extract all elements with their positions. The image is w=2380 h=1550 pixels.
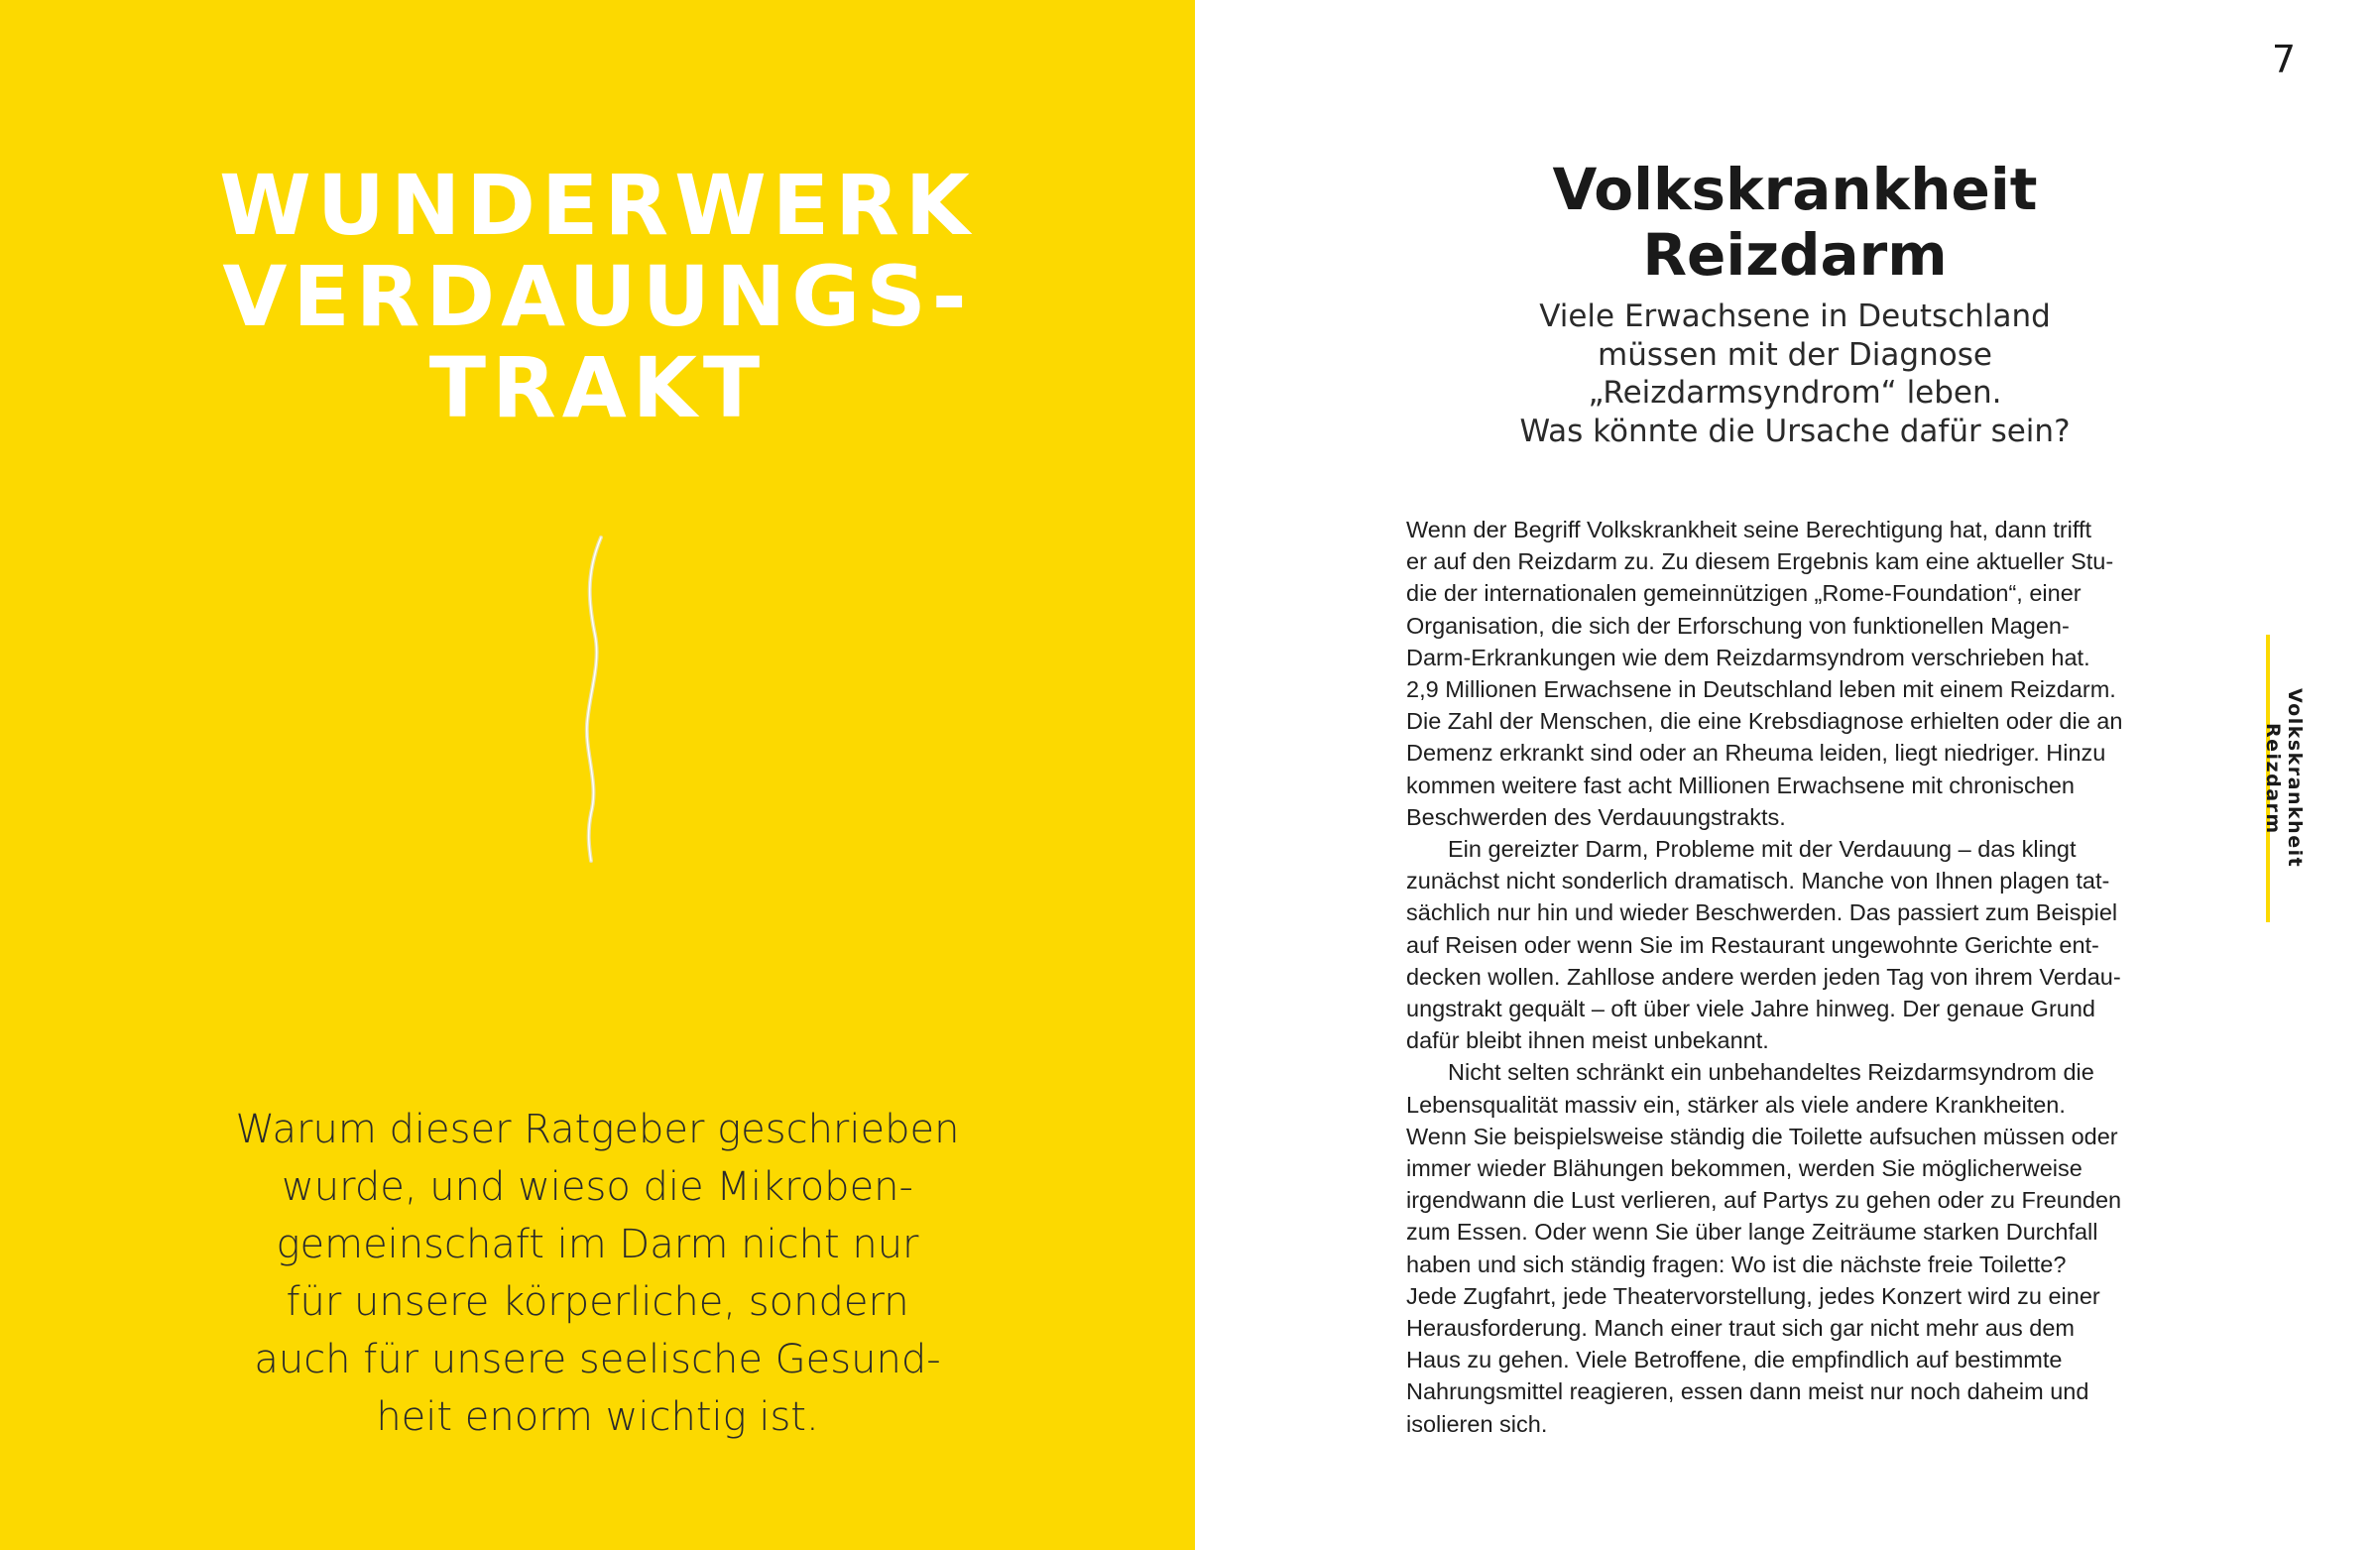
side-tab-label: Volkskrankheit Reizdarm	[2262, 688, 2306, 869]
article-title-line: Reizdarm	[1642, 221, 1948, 290]
body-line: haben und sich ständig fragen: Wo ist die nächste freie Toilette?	[1406, 1251, 2067, 1277]
chapter-intro	[188, 1101, 1007, 1446]
body-line: zunächst nicht sonderlich dramatisch. Manche von Ihnen plagen tat-	[1406, 868, 2110, 894]
body-line: Nicht selten schränkt ein unbehandeltes Reizdarmsyndrom die	[1448, 1059, 2094, 1086]
chapter-title	[0, 157, 1195, 437]
article-lede	[1448, 298, 2142, 450]
body-line: Wenn Sie beispielsweise ständig die Toilette aufsuchen müssen oder	[1406, 1123, 2118, 1149]
page-number: 7	[2271, 38, 2296, 81]
chapter-side-tab	[2262, 635, 2306, 922]
body-line: Nahrungsmittel reagieren, essen dann meist nur noch daheim und	[1406, 1378, 2089, 1405]
lede-line: müssen mit der Diagnose	[1598, 336, 1992, 373]
body-line: Ein gereizter Darm, Probleme mit der Verdauung – das klingt	[1448, 836, 2077, 863]
intro-line: Warum dieser Ratgeber geschrieben	[235, 1107, 960, 1152]
body-line: Jede Zugfahrt, jede Theatervorstellung, jedes Konzert wird zu einer	[1406, 1282, 2100, 1309]
body-line: Haus zu gehen. Viele Betroffene, die empfindlich auf bestimmte	[1406, 1347, 2063, 1373]
body-line: Lebensqualität massiv ein, stärker als viele andere Krankheiten.	[1406, 1091, 2066, 1118]
body-line: decken wollen. Zahllose andere werden jeden Tag von ihrem Verdau-	[1406, 963, 2121, 990]
chapter-title-line: TRAKT	[428, 339, 767, 437]
body-line: 2,9 Millionen Erwachsene in Deutschland leben mit einem Reizdarm.	[1406, 676, 2116, 703]
body-line: Wenn der Begriff Volkskrankheit seine Berechtigung hat, dann trifft	[1406, 517, 2092, 542]
article-title-line: Volkskrankheit	[1552, 156, 2038, 224]
body-line: zum Essen. Oder wenn Sie über lange Zeiträume starken Durchfall	[1406, 1219, 2098, 1246]
chapter-title-line: VERDAUUNGS-	[222, 248, 973, 346]
intro-line: wurde, und wieso die Mikroben-	[282, 1164, 913, 1210]
body-line: Darm-Erkrankungen wie dem Reizdarmsyndrom verschrieben hat.	[1406, 644, 2090, 670]
body-line: Herausforderung. Manch einer traut sich gar nicht mehr aus dem	[1406, 1315, 2075, 1342]
body-line: immer wieder Blähungen bekommen, werden Sie möglicherweise	[1406, 1155, 2082, 1182]
body-line: isolieren sich.	[1406, 1410, 1548, 1437]
intro-line: heit enorm wichtig ist.	[376, 1394, 819, 1440]
body-line: die der internationalen gemeinnützigen „Rome-Foundation“, einer	[1406, 580, 2082, 607]
wavy-line-icon	[575, 536, 615, 863]
lede-line: Viele Erwachsene in Deutschland	[1539, 298, 2051, 334]
lede-line: Was könnte die Ursache dafür sein?	[1519, 413, 2071, 449]
intro-line: für unsere körperliche, sondern	[286, 1279, 909, 1325]
body-line: Die Zahl der Menschen, die eine Krebsdiagnose erhielten oder die an	[1406, 708, 2123, 735]
body-line: dafür bleibt ihnen meist unbekannt.	[1406, 1027, 1769, 1054]
body-text	[1406, 514, 2200, 1440]
intro-line: gemeinschaft im Darm nicht nur	[276, 1222, 919, 1267]
body-line: ungstrakt gequält – oft über viele Jahre hinweg. Der genaue Grund	[1406, 996, 2095, 1022]
article-title	[1448, 157, 2142, 288]
body-line: sächlich nur hin und wieder Beschwerden. Das passiert zum Beispiel	[1406, 899, 2118, 926]
body-line: Organisation, die sich der Erforschung von funktionellen Magen-	[1406, 612, 2070, 639]
body-line: irgendwann die Lust verlieren, auf Partys zu gehen oder zu Freunden	[1406, 1187, 2122, 1214]
body-line: auf Reisen oder wenn Sie im Restaurant ungewohnte Gerichte ent-	[1406, 931, 2099, 958]
body-line: kommen weitere fast acht Millionen Erwachsene mit chronischen	[1406, 772, 2075, 798]
intro-line: auch für unsere seelische Gesund-	[254, 1337, 941, 1382]
lede-line: „Reizdarmsyndrom“ leben.	[1588, 375, 2002, 411]
chapter-title-line: WUNDERWERK	[219, 157, 976, 255]
body-line: Demenz erkrankt sind oder an Rheuma leiden, liegt niedriger. Hinzu	[1406, 740, 2106, 767]
body-line: Beschwerden des Verdauungstrakts.	[1406, 803, 1786, 830]
body-line: er auf den Reizdarm zu. Zu diesem Ergebnis kam eine aktueller Stu-	[1406, 548, 2114, 575]
